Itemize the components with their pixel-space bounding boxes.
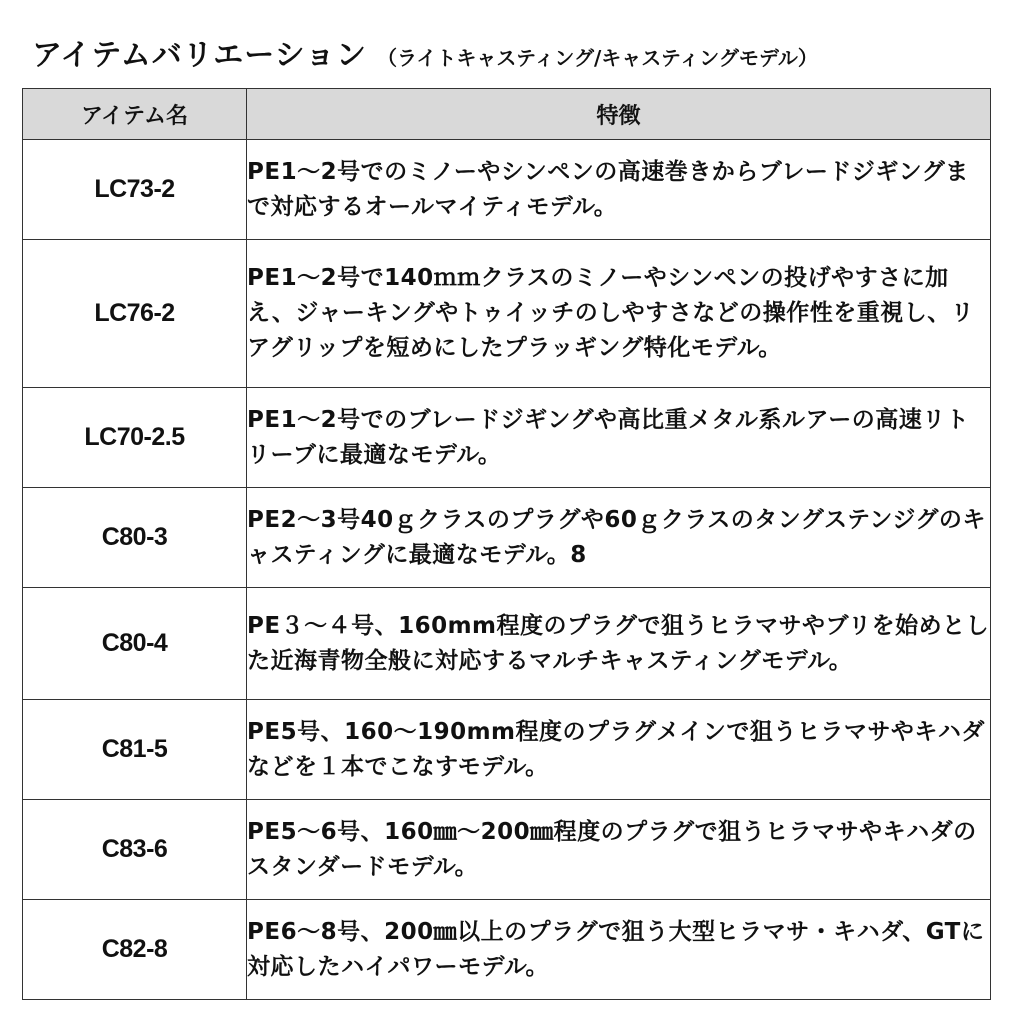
title-main: アイテムバリエーション [32, 38, 367, 73]
item-description-cell: PE5～6号、160㎜～200㎜程度のプラグで狙うヒラマサやキハダのスタンダードモデル。 [247, 800, 991, 900]
item-name-cell: C82-8 [23, 900, 247, 1000]
header-features: 特徴 [247, 89, 991, 140]
item-description-cell: PE2～3号40ｇクラスのプラグや60ｇクラスのタングステンジグのキャスティングに最適なモデル。8 [247, 488, 991, 588]
item-name-cell: C80-4 [23, 588, 247, 700]
item-name-cell: LC70-2.5 [23, 388, 247, 488]
page-title [32, 30, 818, 74]
item-description-cell: PE1～2号でのブレードジギングや高比重メタル系ルアーの高速リトリーブに最適なモデル。 [247, 388, 991, 488]
item-name-cell: C83-6 [23, 800, 247, 900]
item-name-cell: C80-3 [23, 488, 247, 588]
table-header-row [23, 89, 991, 140]
item-description-cell: PE３～４号、160mm程度のプラグで狙うヒラマサやブリを始めとした近海青物全般に対応するマルチキャスティングモデル。 [247, 588, 991, 700]
title-subtitle: （ライトキャスティング/キャスティングモデル） [377, 46, 818, 70]
table-row [23, 388, 991, 488]
table-row [23, 488, 991, 588]
table-row [23, 140, 991, 240]
table-row [23, 588, 991, 700]
item-description-cell: PE5号、160～190mm程度のプラグメインで狙うヒラマサやキハダなどを１本でこなすモデル。 [247, 700, 991, 800]
item-name-cell: LC76-2 [23, 240, 247, 388]
table-row [23, 700, 991, 800]
item-description-cell: PE1～2号で140ｍｍクラスのミノーやシンペンの投げやすさに加え、ジャーキングやトゥイッチのしやすさなどの操作性を重視し、リアグリップを短めにしたプラッギング特化モデル。 [247, 240, 991, 388]
item-name-cell: C81-5 [23, 700, 247, 800]
header-item-name: アイテム名 [23, 89, 247, 140]
table-row [23, 900, 991, 1000]
table-row [23, 800, 991, 900]
item-variation-table [22, 88, 991, 1000]
item-name-cell: LC73-2 [23, 140, 247, 240]
table-row [23, 240, 991, 388]
item-description-cell: PE1～2号でのミノーやシンペンの高速巻きからブレードジギングまで対応するオールマイティモデル。 [247, 140, 991, 240]
item-description-cell: PE6～8号、200㎜以上のプラグで狙う大型ヒラマサ・キハダ、GTに対応したハイパワーモデル。 [247, 900, 991, 1000]
